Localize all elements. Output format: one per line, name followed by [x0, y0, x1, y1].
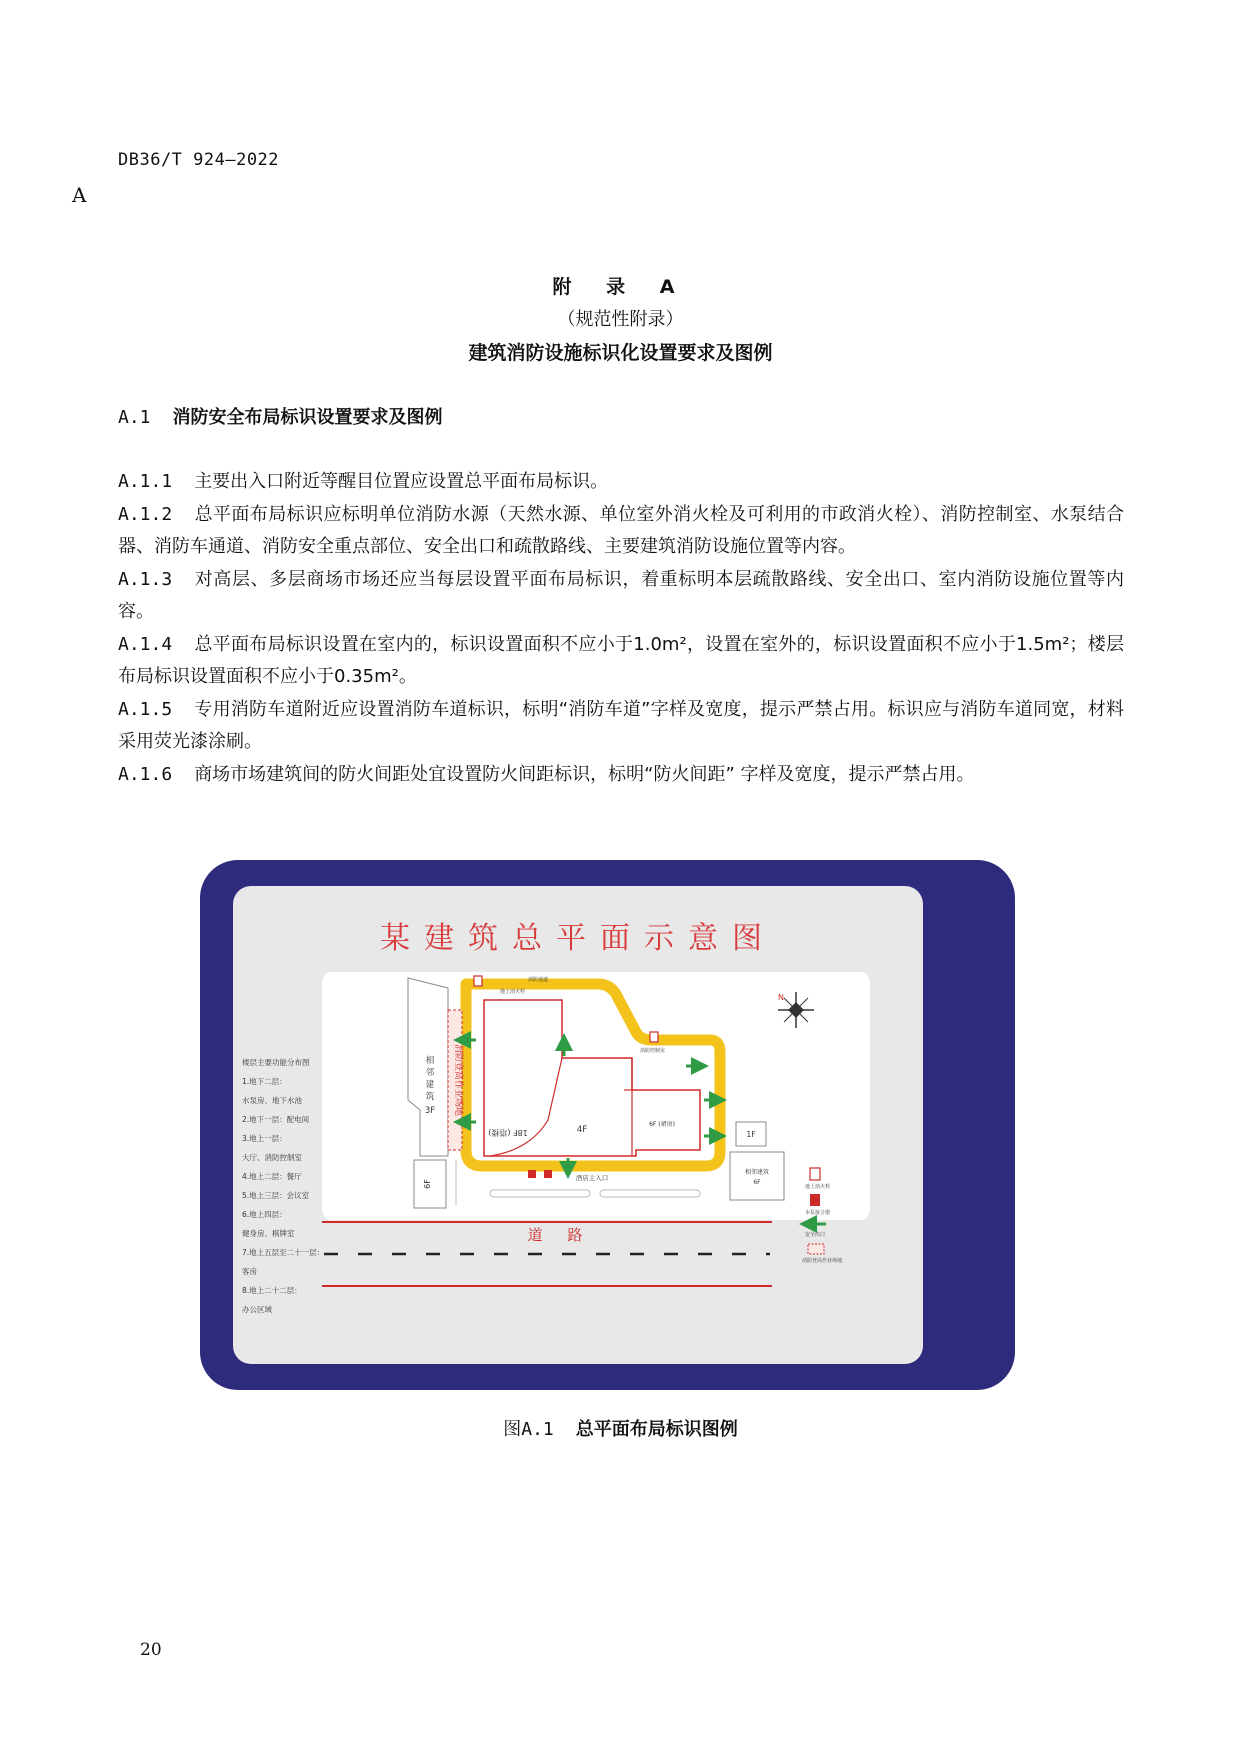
- clause-number: A.1.2: [118, 503, 173, 525]
- clause-list: [118, 466, 1124, 791]
- section-title: 消防安全布局标识设置要求及图例: [172, 407, 443, 428]
- neighbor-right-label: 6F: [753, 1179, 761, 1186]
- clause: [118, 466, 1124, 499]
- neighbor-left-label: [425, 1055, 435, 1116]
- corner-letter: A: [72, 183, 87, 207]
- north-label: N: [778, 993, 784, 1002]
- legend-label: 安全出口: [805, 1232, 826, 1238]
- pump-connector-icon: [528, 1170, 536, 1178]
- site-plan-figure: [200, 860, 1015, 1390]
- page-number: 20: [140, 1640, 162, 1660]
- section-number: A.1: [118, 407, 151, 428]
- floor-list-item: 6.地上四层：: [242, 1210, 287, 1219]
- road-label: 道 路: [527, 1226, 593, 1244]
- tiny-label: 消防通道: [528, 977, 549, 983]
- right-small-label: 1F: [746, 1130, 756, 1139]
- clause: [118, 694, 1124, 759]
- neighbor-left-char: 3F: [424, 1106, 436, 1116]
- floor-list-item: 3.地上一层：: [242, 1134, 287, 1143]
- tiny-label: 消防控制室: [640, 1048, 666, 1054]
- clause-text: 主要出入口附近等醒目位置应设置总平面布局标识。: [194, 471, 609, 492]
- floor-list-item: 7.地上五层至二十一层：: [242, 1248, 325, 1257]
- neighbor-left-char: 建: [425, 1080, 435, 1090]
- legend-hydrant-icon: [810, 1168, 820, 1180]
- site-plan-sign: [200, 860, 1015, 1390]
- hotel-entrance-label: 酒店主入口: [575, 1174, 609, 1182]
- appendix-subtitle: （规范性附录）: [557, 309, 684, 330]
- clause: [118, 629, 1124, 694]
- clause: [118, 759, 1124, 792]
- neighbor-left-char: 邻: [425, 1068, 435, 1078]
- clause-number: A.1.6: [118, 763, 173, 785]
- figure-number: 图A.1: [503, 1419, 554, 1440]
- clause-number: A.1.5: [118, 698, 173, 720]
- floor-list-item: 办公区域: [242, 1305, 272, 1314]
- right-block-label: 6F (裙房): [649, 1121, 675, 1128]
- pump-connector-icon: [544, 1170, 552, 1178]
- clause-number: A.1.3: [118, 568, 173, 590]
- legend-zone-icon: [808, 1244, 824, 1254]
- clause: [118, 564, 1124, 629]
- figure-caption-text: 总平面布局标识图例: [575, 1419, 738, 1440]
- sign-title: 某建筑总平面示意图: [380, 921, 776, 956]
- clause-text: 专用消防车道附近应设置消防车道标识，标明“消防车道”字样及宽度，提示严禁占用。标识应与消防车道同宽，材料采用荧光漆涂刷。: [118, 698, 1124, 752]
- low-block-label: 6F: [423, 1179, 432, 1189]
- floor-list-item: 客房: [242, 1267, 257, 1276]
- clause-text: 总平面布局标识应标明单位消防水源（天然水源、单位室外消火栓及可利用的市政消火栓）、消防控制室、水泵结合器、消防车通道、消防安全重点部位、安全出口和疏散路线、主要建筑消防设施位置等内容。: [118, 503, 1124, 557]
- floor-list-item: 水泵房、地下水池: [242, 1096, 302, 1105]
- clause: [118, 499, 1124, 564]
- hydrant-icon: [474, 976, 482, 986]
- clause-text: 总平面布局标识设置在室内的，标识设置面积不应小于1.0m²，设置在室外的，标识设置面积不应小于1.5m²；楼层布局标识设置面积不应小于0.35m²。: [118, 633, 1124, 687]
- floor-list-item: 4.地上二层：餐厅: [242, 1172, 302, 1181]
- neighbor-right-label: 相邻建筑: [744, 1169, 770, 1176]
- floor-list-item: 5.地上三层：会议室: [242, 1191, 310, 1200]
- tower-label: 18F (塔楼): [488, 1128, 528, 1137]
- floor-list-item: 8.地上二十二层：: [242, 1286, 302, 1295]
- floor-list-item: 大厅、消防控制室: [242, 1153, 302, 1162]
- appendix-heading: 建筑消防设施标识化设置要求及图例: [468, 342, 773, 364]
- fire-zone-label: 消防登高作业场地: [453, 1043, 463, 1117]
- clause-number: A.1.4: [118, 633, 173, 655]
- floor-list-item: 健身房、棋牌室: [242, 1229, 295, 1238]
- clause-text: 对高层、多层商场市场还应当每层设置平面布局标识，着重标明本层疏散路线、安全出口、室内消防设施位置等内容。: [118, 568, 1124, 622]
- tiny-label: 地上消火栓: [500, 989, 526, 995]
- legend-label: 水泵接合器: [805, 1210, 831, 1216]
- neighbor-left-char: 筑: [425, 1092, 435, 1102]
- clause-number: A.1.1: [118, 471, 173, 492]
- legend-pump-icon: [810, 1194, 820, 1206]
- podium-label: 4F: [576, 1125, 588, 1135]
- legend-label: 地上消火栓: [805, 1184, 831, 1190]
- floor-list-title: 楼层主要功能分布图: [242, 1058, 310, 1067]
- appendix-title: 附 录 A: [552, 276, 689, 298]
- floor-list-item: 2.地下一层：配电间: [242, 1115, 310, 1124]
- figure-caption: [0, 1415, 1241, 1441]
- hydrant-icon: [650, 1032, 658, 1042]
- neighbor-left-char: 相: [425, 1056, 435, 1066]
- floor-list-item: 1.地下二层：: [242, 1077, 287, 1086]
- section-heading: [118, 403, 443, 429]
- neighbor-building-right: [730, 1152, 784, 1200]
- legend-label: 消防登高作业场地: [802, 1258, 843, 1264]
- clause-text: 商场市场建筑间的防火间距处宜设置防火间距标识，标明“防火间距” 字样及宽度，提示严禁占用。: [194, 763, 975, 785]
- document-code: DB36/T 924—2022: [118, 150, 280, 170]
